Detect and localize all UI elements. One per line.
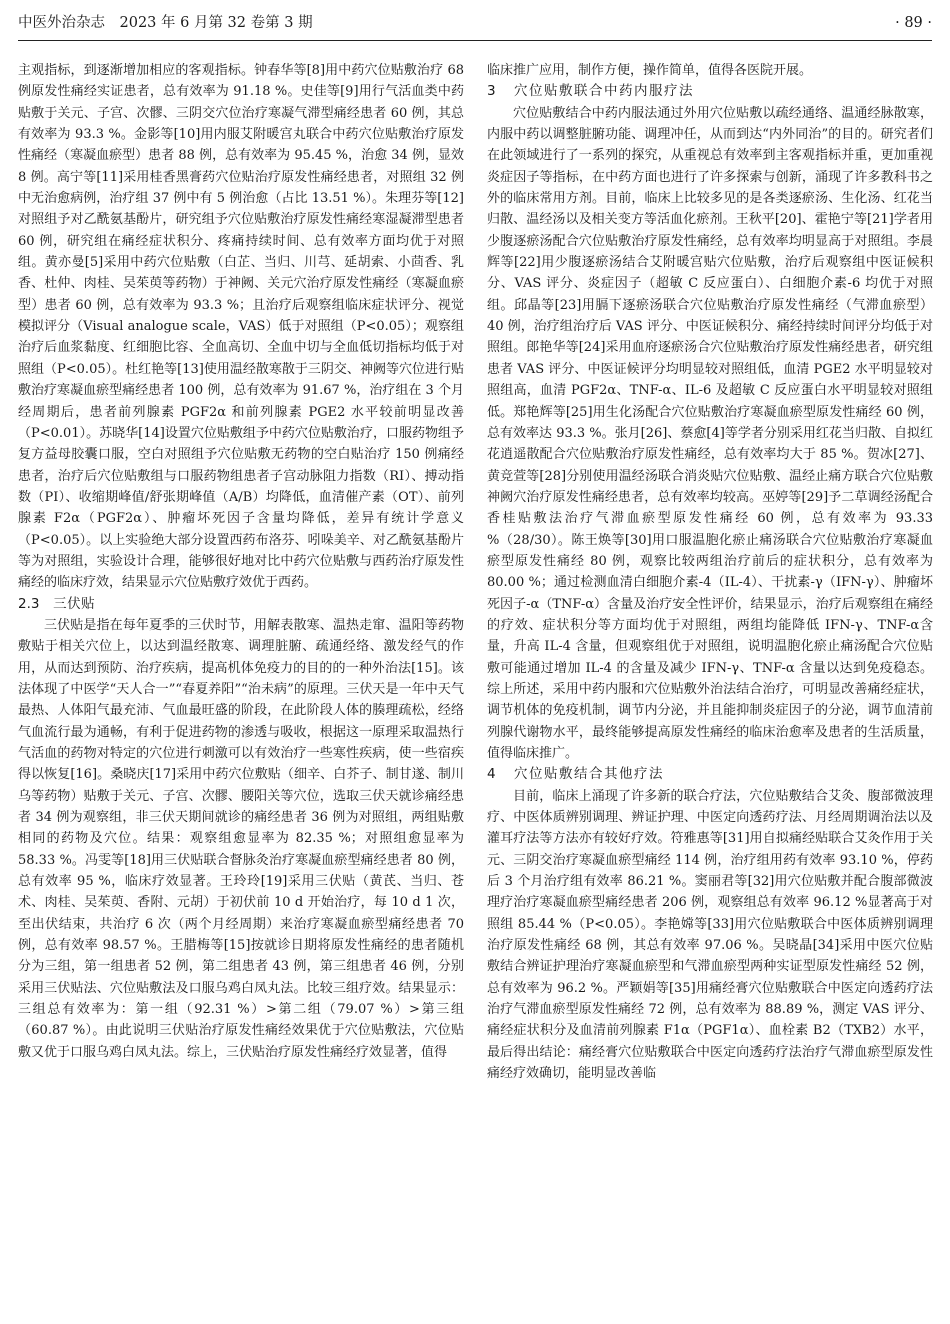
section-title: 三伏贴: [53, 595, 96, 612]
left-column: [18, 60, 464, 1316]
body-paragraph: 目前，临床上涌现了许多新的联合疗法，穴位贴敷结合艾灸、腹部微波理疗、中医体质辨别调理、辨证护理、中医定向透药疗法、月经周期调治法以及灌耳疗法等方法亦有较好疗效。符雅惠等[31]用自拟痛经贴联合艾灸作用于关元、三阴交治疗寒凝血瘀型痛经 114 例，治疗组用药有效率 93.10 %，停药后 3 个月治疗组有效率 86.21 %。窦丽君等[32]用穴位贴敷并配合腹部微波理疗治疗寒凝血瘀型痛经患者 206 例，观察组总有效率 96.12 %显著高于对照组 85.44 %（P<0.05）。李艳嫦等[33]用穴位贴敷联合中医体质辨别调理治疗原发性痛经 68 例，其总有效率 97.06 %。吴晓晶[34]采用中医穴位贴敷结合辨证护理治疗寒凝血瘀型和气滞血瘀型两种实证型原发性痛经 52 例，总有效率为 96.2 %。严颖娟等[35]用痛经膏穴位贴敷联合中医定向透药疗法治疗气滞血瘀型原发性痛经 72 例，总有效率为 88.89 %，测定 VAS 评分、痛经症状积分及血清前列腺素 F1α（PGF1α）、血栓素 B2（TXB2）水平，最后得出结论：痛经膏穴位贴敷联合中医定向透药疗法治疗气滞血瘀型原发性痛经疗效确切，能明显改善临: [487, 788, 933, 1082]
journal-info: 中医外治杂志 2023 年 6 月第 32 卷第 3 期: [18, 15, 313, 31]
page-number: · 89 ·: [895, 15, 932, 31]
section-number: 4: [487, 766, 496, 783]
body-paragraph: 三伏贴是指在每年夏季的三伏时节，用解表散寒、温热走窜、温阳等药物敷贴于相关穴位上，以达到温经散寒、调理脏腑、疏通经络、激发经气的作用，从而达到预防、治疗疾病，提高机体免疫力的目的的一种外治法[15]。该法体现了中医学“天人合一”“春夏养阳”“治未病”的原理。三伏天是一年中天气最热、人体阳气最充沛、气血最旺盛的阶段，在此阶段人体的腠理疏松，经络气血流行最为通畅，有利于促进药物的渗透与吸收，根据这一原理采取温热行气活血的药物对特定的穴位进行刺激可以有效治疗一些寒性疾病，使一些宿疾得以恢复[16]。桑晓庆[17]采用中药穴位敷贴（细辛、白芥子、制甘遂、制川乌等药物）贴敷于关元、子宫、次髎、腰阳关等穴位，选取三伏天就诊痛经患者 34 例为观察组，非三伏天期间就诊的痛经患者 36 例为对照组，两组贴敷相同的药物及穴位。结果：观察组愈显率为 82.35 %；对照组愈显率为 58.33 %。冯雯等[18]用三伏贴联合督脉灸治疗寒凝血瘀型痛经患者 80 例，总有效率 95 %，临床疗效显著。王玲玲[19]采用三伏贴（黄芪、当归、苍术、肉桂、吴茱萸、香附、元胡）于初伏前 10 d 开始治疗，每 10 d 1 次，至出伏结束，共治疗 6 次（两个月经周期）来治疗寒凝血瘀型痛经患者 70 例，总有效率 98.57 %。王腊梅等[15]按就诊日期将原发性痛经的患者随机分为三组，第一组患者 52 例，第二组患者 43 例，第三组患者 46 例，分别采用三伏贴法、穴位贴敷法及口服乌鸡白凤丸法。比较三组疗效。结果显示：三组总有效率为：第一组（92.31 %）>第二组（79.07 %）>第三组（60.87 %）。由此说明三伏贴治疗原发性痛经效果优于穴位贴敷法，穴位贴敷又优于口服乌鸡白凤丸法。综上，三伏贴治疗原发性痛经疗效显著，值得: [18, 617, 464, 1060]
section-heading: [18, 594, 464, 615]
body-paragraph: 临床推广应用，制作方便，操作简单，值得各医院开展。: [487, 63, 813, 78]
body-paragraph: 穴位贴敷结合中药内服法通过外用穴位贴敷以疏经通络、温通经脉散寒，内服中药以调整脏腑功能、调理冲任，从而到达“内外同治”的目的。研究者们在此领域进行了一系列的探究，从重视总有效率到主客观指标并重，更加重视炎症因子等指标，在中药方面也进行了许多探索与创新，涌现了许多教科书之外的临床常用方剂。目前，临床上比较多见的是各类逐瘀汤、生化汤、红花当归散、温经汤以及相关变方等活血化瘀剂。王秋平[20]、霍艳宁等[21]学者用少腹逐瘀汤配合穴位贴敷治疗原发性痛经，总有效率均明显高于对照组。李晨辉等[22]用少腹逐瘀汤结合艾附暖宫贴穴位贴敷，治疗后观察组中医证候积分、VAS 评分、炎症因子（超敏 C 反应蛋白）、白细胞介素-6 均优于对照组。邱晶等[23]用膈下逐瘀汤联合穴位贴敷治疗原发性痛经（气滞血瘀型）40 例，治疗组治疗后 VAS 评分、中医证候积分、痛经持续时间评分均低于对照组。郎艳华等[24]采用血府逐瘀汤合穴位贴敷治疗原发性痛经患者，研究组患者 VAS 评分、中医证候评分均明显较对照组低，血清 PGE2 水平明显较对照组高，血清 PGF2α、TNF-α、IL-6 及超敏 C 反应蛋白水平明显较对照组低。郑艳辉等[25]用生化汤配合穴位贴敷治疗寒凝血瘀型原发性痛经 60 例，总有效率达 93.3 %。张月[26]、蔡愈[4]等学者分别采用红花当归散、自拟红花逍遥散配合穴位贴敷治疗原发性痛经，总有效率均大于 85 %。贺冰[27]、黄竞萱等[28]分别使用温经汤联合消炎贴穴位贴敷、温经止痛方联合穴位贴敷神阙穴治疗原发性痛经患者，总有效率均较高。巫婷等[29]予二草调经汤配合香桂贴敷法治疗气滞血瘀型原发性痛经 60 例，总有效率为 93.33 %（28/30）。陈王焕等[30]用口服温胞化瘀止痛汤联合穴位贴敷治疗寒凝血瘀型原发性痛经 80 例，观察比较两组治疗前后的症状积分，总有效率为 80.00 %；通过检测血清白细胞介素-4（IL-4）、干扰素-γ（IFN-γ）、肿瘤坏死因子-α（TNF-α）含量及治疗安全性评价，结果显示，治疗后观察组在痛经的疗效、症状积分等方面均优于对照组，两组均能降低 IFN-γ、TNF-α含量，升高 IL-4 含量，但观察组优于对照组，说明温胞化瘀止痛汤配合穴位贴敷可能通过增加 IL-4 的含量及减少 IFN-γ、TNF-α 含量以达到免疫稳态。综上所述，采用中药内服和穴位贴敷外治法结合治疗，可明显改善痛经症状，调节机体的免疫机制，调节内分泌，并且能抑制炎症因子的分泌，调节血清前列腺代谢物水平，最终能够提高原发性痛经的临床治愈率及患者的生活质量，值得临床推广。: [487, 105, 933, 761]
section-title: 穴位贴敷联合中药内服疗法: [514, 83, 694, 100]
section-title: 穴位贴敷结合其他疗法: [514, 766, 664, 783]
section-number: 3: [487, 83, 496, 100]
running-header: [18, 6, 932, 41]
body-paragraph: 主观指标，到逐渐增加相应的客观指标。钟春华等[8]用中药穴位贴敷治疗 68 例原发性痛经实证患者，总有效率为 91.18 %。史佳等[9]用行气活血类中药贴敷于关元、子宫、次髎、三阴交穴位治疗寒凝气滞型痛经患者 60 例，其总有效率为 93.3 %。金影等[10]用内服艾附暖宫丸联合中药穴位贴敷治疗原发性痛经（寒凝血瘀型）患者 88 例，总有效率为 95.45 %，治愈 34 例，显效 8 例。高宁等[11]采用桂香黑膏药穴位贴治疗原发性痛经患者，对照组 32 例中无治愈病例，治疗组 37 例中有 5 例治愈（占比 13.51 %）。朱理芬等[12]对照组予对乙酰氨基酚片，研究组予穴位贴敷治疗原发性痛经寒湿凝滞型患者 60 例，研究组在痛经症状积分、疼痛持续时间、总有效率方面均优于对照组。黄亦曼[5]采用中药穴位贴敷（白芷、当归、川芎、延胡索、小茴香、乳香、杜仲、肉桂、吴茱萸等药物）于神阙、关元穴治疗原发性痛经（寒凝血瘀型）患者 60 例，总有效率为 93.3 %；且治疗后观察组临床症状评分、视觉模拟评分（Visual analogue scale，VAS）低于对照组（P<0.05）；观察组治疗后血浆黏度、红细胞比容、全血高切、全血中切与全血低切指标均低于对照组（P<0.05）。杜红艳等[13]使用温经散寒散于三阴交、神阙等穴位进行贴敷治疗寒凝血瘀型痛经患者 100 例，总有效率为 91.67 %，治疗组在 3 个月经周期后，患者前列腺素 PGF2α 和前列腺素 PGE2 水平较前明显改善（P<0.01）。苏晓华[14]设置穴位贴敷组予中药穴位贴敷治疗，口服药物组予复方益母胶囊口服，空白对照组予穴位贴敷无药物的空白贴治疗 150 例痛经患者，治疗后穴位贴敷组与口服药物组患者子宫动脉阻力指数（RI）、搏动指数（PI）、收缩期峰值/舒张期峰值（A/B）均降低，血清催产素（OT）、前列腺素 F2α（PGF2α）、肿瘤坏死因子含量均降低，差异有统计学意义（P<0.05）。以上实验绝大部分设置西药布洛芬、吲哚美辛、对乙酰氨基酚片等为对照组，实验设计合理，能够很好地对比中药穴位贴敷与西药治疗原发性痛经的临床疗效，结果显示穴位贴敷疗效优于西药。: [18, 63, 464, 591]
section-heading: [487, 81, 933, 102]
section-heading: [487, 764, 933, 785]
section-number: 2.3: [18, 595, 40, 612]
right-column: [487, 60, 933, 1316]
